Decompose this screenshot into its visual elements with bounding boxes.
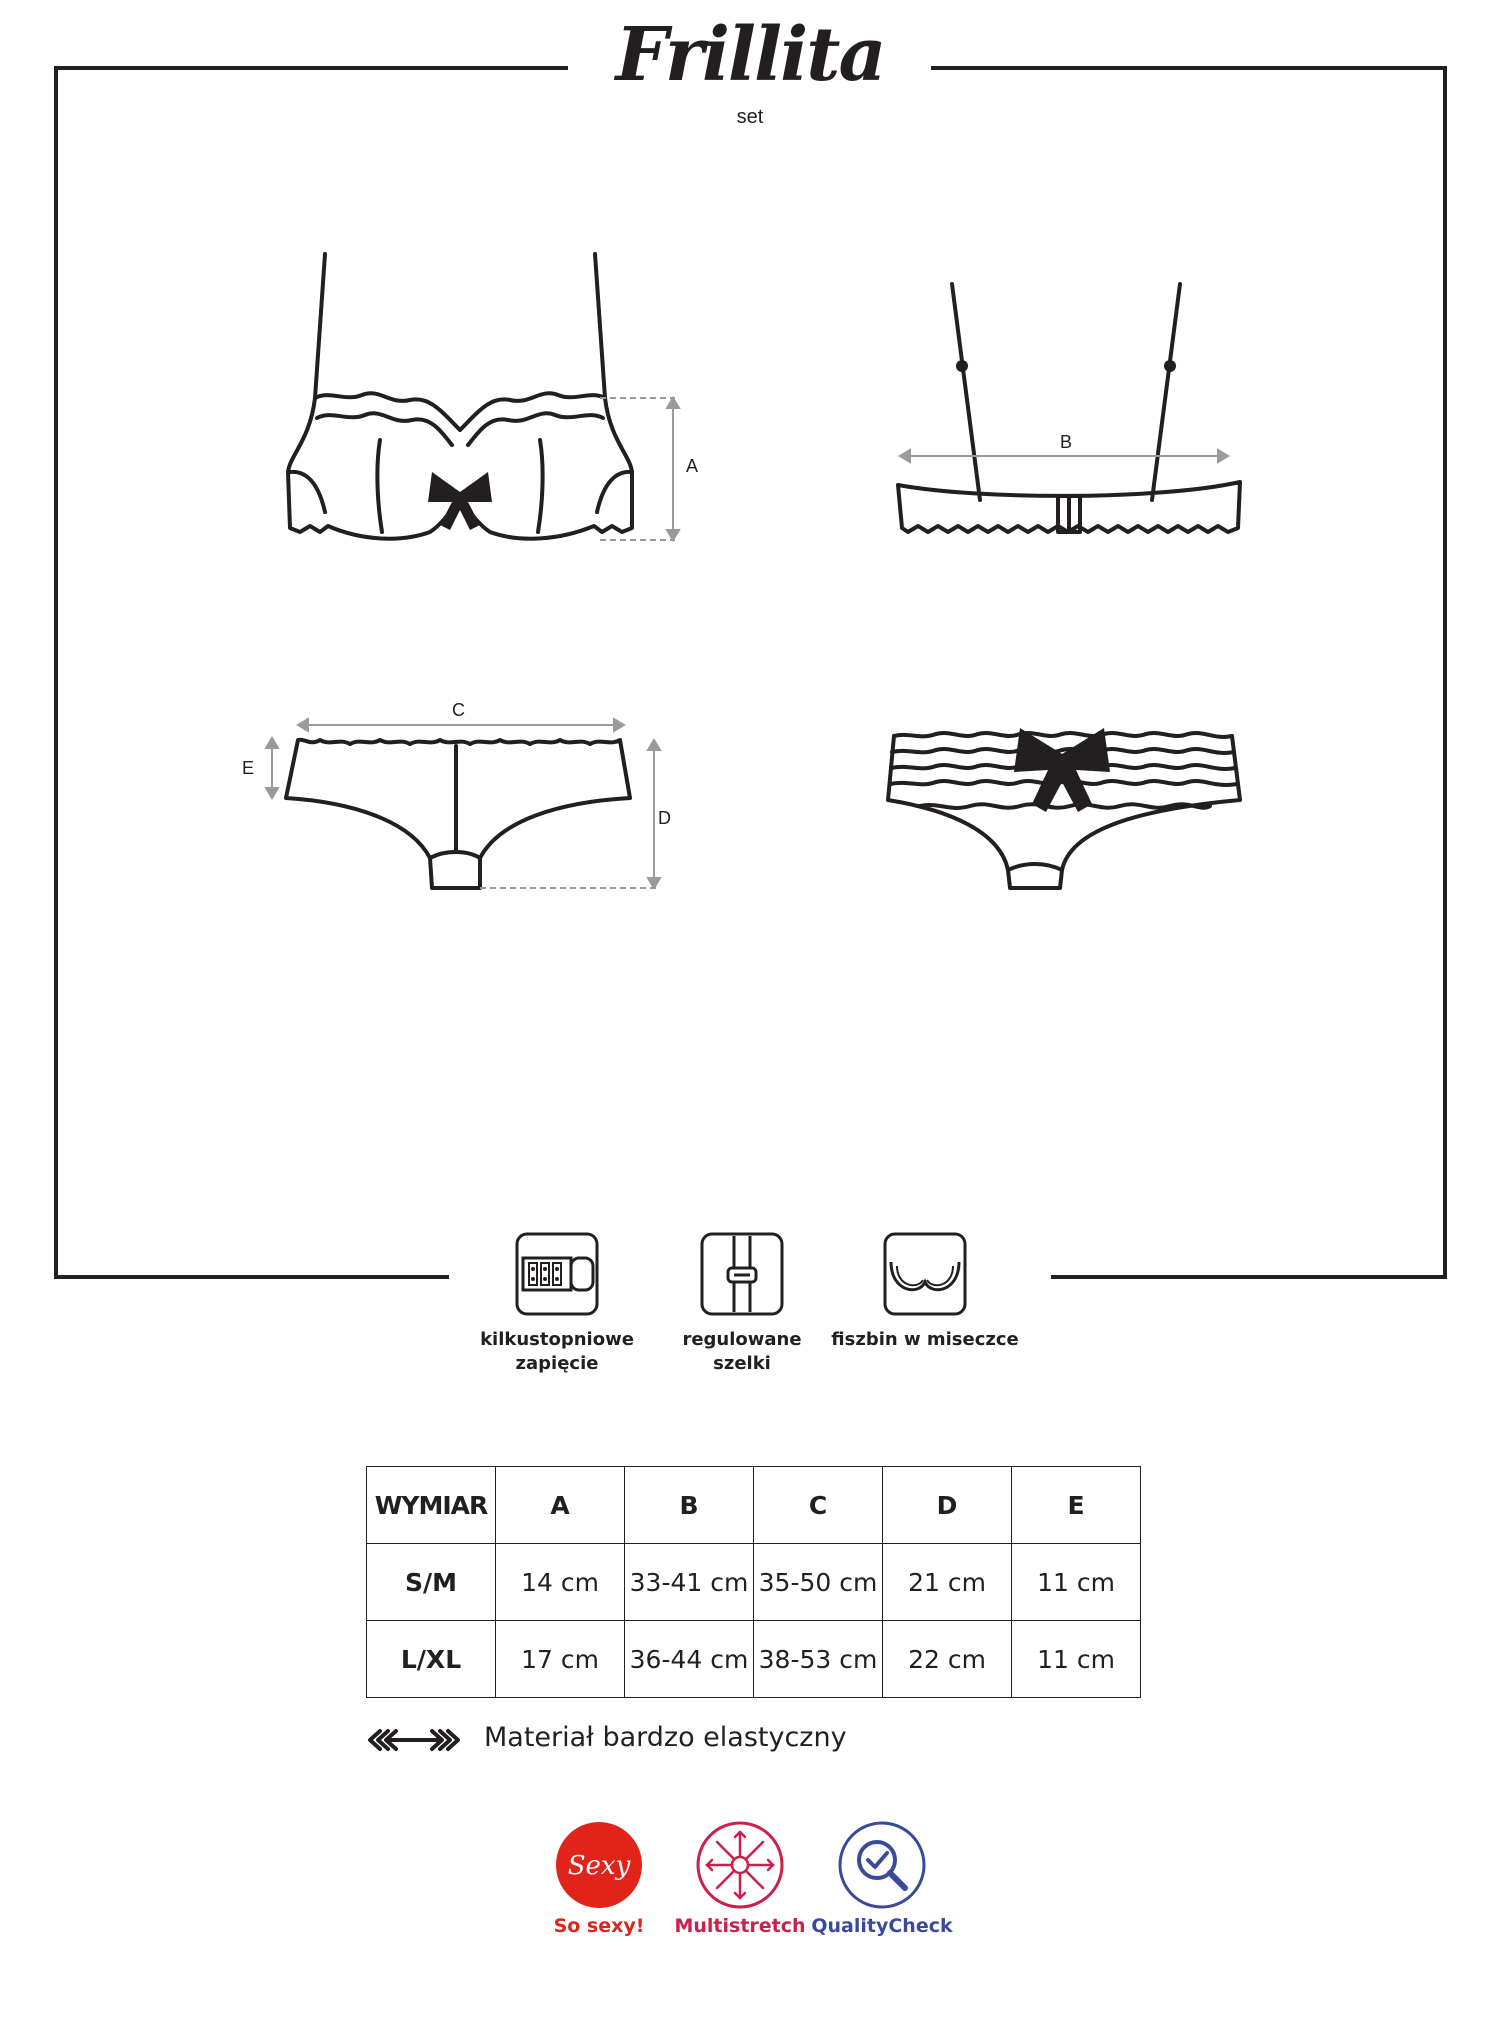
feature-label-straps-line2: szelki (713, 1353, 771, 1374)
table-cell: 33-41 cm (625, 1544, 754, 1621)
table-size-cell: S/M (367, 1544, 496, 1621)
dimension-e-label: E (242, 758, 255, 778)
table-header-cell: D (883, 1467, 1012, 1544)
panty-back-drawing (880, 720, 1260, 900)
feature-label-straps-line1: regulowane (682, 1329, 802, 1350)
feature-label-closure-line2: zapięcie (515, 1353, 599, 1374)
table-cell: 11 cm (1012, 1621, 1141, 1698)
sexy-badge-icon (554, 1820, 644, 1910)
table-cell: 21 cm (883, 1544, 1012, 1621)
brand-logo: Frillita (615, 12, 885, 98)
table-cell: 17 cm (496, 1621, 625, 1698)
frame-top-right (931, 66, 1447, 70)
bra-front-drawing (270, 240, 720, 560)
feature-label-underwire-line1: fiszbin w miseczce (831, 1329, 1019, 1350)
dimension-d-label: D (658, 808, 671, 828)
quality-check-badge-icon (837, 1820, 927, 1910)
table-header-cell: A (496, 1467, 625, 1544)
table-header-cell: E (1012, 1467, 1141, 1544)
frame-top-left (54, 66, 568, 70)
table-header-cell: WYMIAR (367, 1467, 496, 1544)
table-row (367, 1621, 1141, 1698)
dimension-b-label: B (1060, 432, 1073, 452)
frame-left (54, 66, 58, 1279)
table-cell: 11 cm (1012, 1544, 1141, 1621)
table-cell: 35-50 cm (754, 1544, 883, 1621)
material-note: Materiał bardzo elastyczny (484, 1722, 847, 1753)
table-cell: 14 cm (496, 1544, 625, 1621)
badge-label-sexy: So sexy! (553, 1915, 645, 1937)
badge-label-multistretch: Multistretch (674, 1915, 806, 1937)
size-table (366, 1466, 1141, 1698)
stretch-arrows-icon (366, 1728, 462, 1752)
bra-back-drawing (880, 270, 1260, 550)
table-cell: 38-53 cm (754, 1621, 883, 1698)
panty-front-drawing (230, 690, 680, 910)
badge-label-qualitycheck: QualityCheck (811, 1915, 953, 1937)
table-size-cell: L/XL (367, 1621, 496, 1698)
frame-right (1443, 66, 1447, 1279)
table-header-cell: C (754, 1467, 883, 1544)
dimension-a-label: A (686, 456, 699, 476)
feature-label-closure-line1: kilkustopniowe (480, 1329, 634, 1350)
table-header-cell: B (625, 1467, 754, 1544)
dimension-c-label: C (452, 700, 465, 720)
table-header-row (367, 1467, 1141, 1544)
frame-bottom-left (54, 1275, 449, 1279)
table-cell: 36-44 cm (625, 1621, 754, 1698)
table-cell: 22 cm (883, 1621, 1012, 1698)
table-row (367, 1544, 1141, 1621)
hook-closure-icon (515, 1232, 599, 1316)
sexy-badge-text: Sexy (567, 1851, 631, 1881)
underwire-icon (883, 1232, 967, 1316)
feature-label-underwire (815, 1328, 1035, 1352)
product-type: set (736, 106, 764, 128)
adjustable-strap-icon (700, 1232, 784, 1316)
frame-bottom-right (1051, 1275, 1447, 1279)
multistretch-badge-icon (695, 1820, 785, 1910)
